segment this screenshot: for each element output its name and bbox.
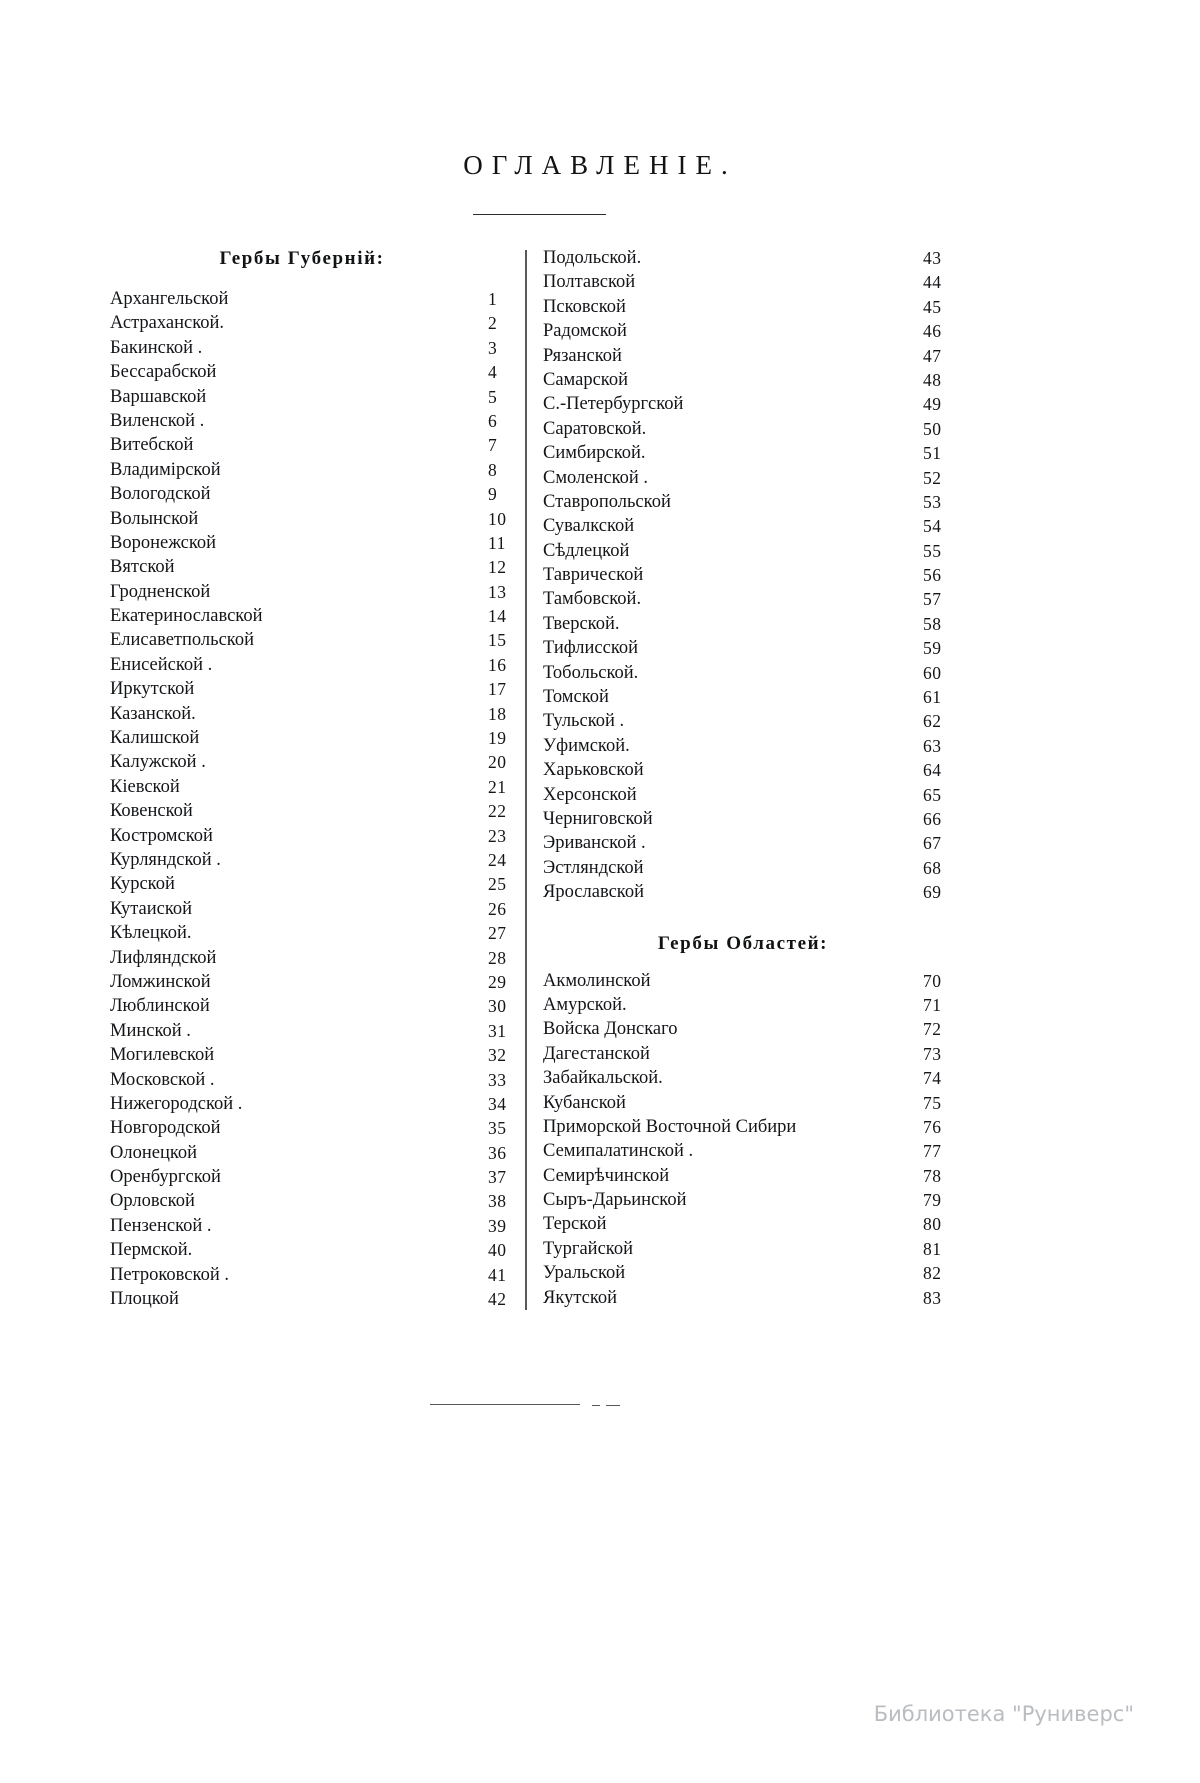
toc-entry-page-number: 44 <box>923 272 942 293</box>
toc-entry[interactable] <box>543 711 968 735</box>
toc-entry-label: Томской <box>543 687 609 708</box>
toc-entry-label: Тверской. <box>543 613 620 634</box>
toc-entry[interactable] <box>543 370 968 394</box>
toc-entry-page-number: 70 <box>923 970 942 991</box>
toc-entry-label: Тамбовской. <box>543 589 642 610</box>
toc-entry-page-number: 29 <box>488 971 507 992</box>
toc-entry-label: Кѣлецкой. <box>110 923 192 944</box>
toc-entry[interactable] <box>110 704 510 728</box>
toc-entry-page-number: 58 <box>923 613 942 634</box>
toc-entry-page-number: 59 <box>923 638 942 659</box>
toc-entry-label: Радомской <box>543 321 627 342</box>
toc-entry-label: Тульской . <box>543 711 625 732</box>
toc-entry-page-number: 67 <box>923 833 942 854</box>
toc-entry[interactable] <box>543 1141 968 1165</box>
toc-entry-page-number: 69 <box>923 882 942 903</box>
library-watermark: Библиотека "Руниверс" <box>873 1702 1134 1726</box>
toc-entry[interactable] <box>110 435 510 459</box>
toc-entry-label: Херсонской <box>543 784 637 805</box>
toc-entry-page-number: 32 <box>488 1045 507 1066</box>
toc-entry-page-number: 4 <box>488 362 498 383</box>
toc-entry[interactable] <box>543 346 968 370</box>
toc-entry-label: Казанской. <box>110 703 196 724</box>
toc-entry[interactable] <box>110 826 510 850</box>
toc-entry[interactable] <box>110 1143 510 1167</box>
toc-entry[interactable] <box>110 606 510 630</box>
toc-entry[interactable] <box>543 1190 968 1214</box>
toc-entry[interactable] <box>110 1167 510 1191</box>
toc-entry[interactable] <box>543 443 968 467</box>
toc-entry[interactable] <box>110 533 510 557</box>
toc-entry-label: Сѣдлецкой <box>543 540 630 561</box>
toc-entry[interactable] <box>543 1068 968 1092</box>
toc-entry-page-number: 50 <box>923 418 942 439</box>
title-divider <box>473 214 606 215</box>
toc-entry-label: Енисейской . <box>110 654 213 675</box>
toc-entry-page-number: 23 <box>488 825 507 846</box>
toc-entry[interactable] <box>110 1021 510 1045</box>
toc-entry-page-number: 51 <box>923 443 942 464</box>
toc-entry-page-number: 15 <box>488 630 507 651</box>
toc-entry-label: Кіевской <box>110 776 180 797</box>
toc-entry[interactable] <box>110 655 510 679</box>
toc-entry[interactable] <box>543 468 968 492</box>
toc-entry-label: Нижегородской . <box>110 1093 243 1114</box>
toc-entry[interactable] <box>110 460 510 484</box>
section-heading-oblasti: Гербы Областей: <box>657 932 829 954</box>
toc-entry-page-number: 45 <box>923 296 942 317</box>
toc-entry-label: Тургайской <box>543 1238 633 1259</box>
toc-entry-page-number: 53 <box>923 491 942 512</box>
section-heading-gubernii: Гербы Губерній: <box>219 248 385 269</box>
toc-entry[interactable] <box>543 1263 968 1287</box>
toc-entry-label: Варшавской <box>110 386 207 407</box>
toc-entry[interactable] <box>110 874 510 898</box>
toc-entry[interactable] <box>110 1070 510 1094</box>
toc-entry-label: Эстляндской <box>543 857 644 878</box>
toc-entry-page-number: 16 <box>488 654 507 675</box>
toc-entry[interactable] <box>543 419 968 443</box>
toc-entry-page-number: 41 <box>488 1264 507 1285</box>
toc-entry-label: Пензенской . <box>110 1215 212 1236</box>
toc-entry[interactable] <box>110 1240 510 1264</box>
toc-entry-page-number: 68 <box>923 857 942 878</box>
page-title: ОГЛАВЛЕНІЕ. <box>463 150 737 180</box>
toc-entry-page-number: 34 <box>488 1093 507 1114</box>
toc-entry-label: Минской . <box>110 1020 191 1041</box>
toc-entry-page-number: 38 <box>488 1191 507 1212</box>
toc-entry-label: Ставропольской <box>543 491 671 512</box>
toc-entry-page-number: 17 <box>488 679 507 700</box>
toc-entry-label: Забайкальской. <box>543 1068 663 1089</box>
toc-entry-page-number: 6 <box>488 410 498 431</box>
toc-entry[interactable] <box>543 589 968 613</box>
toc-entry-label: С.-Петербургской <box>543 394 684 415</box>
toc-entry-page-number: 48 <box>923 369 942 390</box>
toc-entry-page-number: 26 <box>488 898 507 919</box>
toc-entry-label: Подольской. <box>543 248 642 268</box>
toc-list-left <box>110 289 510 1313</box>
toc-entry-label: Московской . <box>110 1069 215 1090</box>
toc-entry-page-number: 2 <box>488 313 498 334</box>
toc-entry-page-number: 3 <box>488 337 498 358</box>
toc-entry[interactable] <box>543 1288 968 1312</box>
toc-entry-page-number: 76 <box>923 1116 942 1137</box>
toc-entry-page-number: 27 <box>488 923 507 944</box>
toc-entry-label: Сыръ-Дарьинской <box>543 1190 687 1211</box>
toc-entry[interactable] <box>543 1214 968 1238</box>
toc-entry-page-number: 11 <box>488 532 506 553</box>
toc-entry-label: Ломжинской <box>110 971 211 992</box>
toc-entry-page-number: 24 <box>488 849 507 870</box>
toc-entry-label: Бессарабской <box>110 362 217 383</box>
toc-entry-page-number: 39 <box>488 1215 507 1236</box>
toc-entry-page-number: 83 <box>923 1287 942 1308</box>
toc-entry-label: Таврической <box>543 565 644 586</box>
toc-entry[interactable] <box>110 923 510 947</box>
toc-entry-page-number: 33 <box>488 1069 507 1090</box>
bottom-divider-dash-3 <box>606 1405 620 1406</box>
toc-entry-label: Приморской Восточной Сибири <box>543 1116 797 1137</box>
toc-entry[interactable] <box>110 899 510 923</box>
toc-entry-label: Саратовской. <box>543 418 647 439</box>
toc-entry-page-number: 62 <box>923 711 942 732</box>
toc-entry-label: Гродненской <box>110 581 211 602</box>
toc-entry-page-number: 40 <box>488 1240 507 1261</box>
toc-entry[interactable] <box>543 760 968 784</box>
toc-entry[interactable] <box>110 289 510 313</box>
toc-entry-label: Терской <box>543 1214 607 1235</box>
toc-entry[interactable] <box>110 850 510 874</box>
toc-entry-page-number: 22 <box>488 801 507 822</box>
toc-entry-label: Ярославской <box>543 882 644 903</box>
toc-entry[interactable] <box>110 630 510 654</box>
toc-entry[interactable] <box>543 565 968 589</box>
toc-entry-page-number: 43 <box>923 248 942 268</box>
toc-entry-page-number: 81 <box>923 1238 942 1259</box>
toc-entry[interactable] <box>543 516 968 540</box>
toc-entry[interactable] <box>110 948 510 972</box>
toc-entry-label: Семирѣчинской <box>543 1165 670 1186</box>
toc-entry[interactable] <box>543 882 968 906</box>
toc-entry-label: Эриванской . <box>543 833 646 854</box>
toc-entry-label: Могилевской <box>110 1045 215 1066</box>
toc-entry[interactable] <box>543 971 968 995</box>
toc-entry-page-number: 49 <box>923 394 942 415</box>
toc-entry-label: Акмолинской <box>543 970 651 991</box>
toc-entry-page-number: 52 <box>923 467 942 488</box>
toc-entry-page-number: 28 <box>488 947 507 968</box>
toc-entry[interactable] <box>543 638 968 662</box>
toc-entry-page-number: 65 <box>923 784 942 805</box>
toc-entry-label: Плоцкой <box>110 1289 179 1310</box>
toc-entry-label: Олонецкой <box>110 1142 198 1163</box>
toc-entry-page-number: 35 <box>488 1118 507 1139</box>
toc-entry-label: Харьковской <box>543 760 644 781</box>
toc-entry[interactable] <box>110 313 510 337</box>
toc-entry[interactable] <box>543 809 968 833</box>
toc-entry-label: Черниговской <box>543 808 653 829</box>
toc-entry-label: Архангельской <box>110 289 229 309</box>
toc-entry[interactable] <box>110 1094 510 1118</box>
toc-entry[interactable] <box>110 752 510 776</box>
toc-entry-page-number: 7 <box>488 435 498 456</box>
toc-entry-label: Оренбургской <box>110 1167 221 1188</box>
toc-entry-label: Воронежской <box>110 532 217 553</box>
toc-entry-label: Уральской <box>543 1263 626 1284</box>
toc-entry-label: Кутаиской <box>110 898 193 919</box>
toc-entry[interactable] <box>110 484 510 508</box>
toc-entry-label: Вологодской <box>110 484 211 505</box>
toc-entry-label: Смоленской . <box>543 467 649 488</box>
toc-entry-page-number: 31 <box>488 1020 507 1041</box>
toc-entry-page-number: 75 <box>923 1092 942 1113</box>
toc-entry-label: Орловской <box>110 1191 195 1212</box>
toc-entry-label: Иркутской <box>110 679 195 700</box>
toc-entry-page-number: 72 <box>923 1019 942 1040</box>
toc-entry-label: Вятской <box>110 557 175 578</box>
toc-entry-page-number: 5 <box>488 386 498 407</box>
toc-entry-label: Волынской <box>110 508 199 529</box>
toc-entry-page-number: 47 <box>923 345 942 366</box>
toc-entry-page-number: 54 <box>923 516 942 537</box>
toc-entry[interactable] <box>543 736 968 760</box>
toc-entry[interactable] <box>110 1191 510 1215</box>
toc-entry-page-number: 1 <box>488 289 498 309</box>
toc-entry[interactable] <box>110 387 510 411</box>
toc-entry-label: Амурской. <box>543 994 627 1015</box>
column-divider <box>525 250 527 1310</box>
toc-entry[interactable] <box>110 972 510 996</box>
toc-entry-page-number: 37 <box>488 1167 507 1188</box>
toc-entry[interactable] <box>543 492 968 516</box>
toc-entry[interactable] <box>110 1045 510 1069</box>
toc-entry-page-number: 12 <box>488 557 507 578</box>
bottom-divider <box>430 1404 580 1405</box>
toc-entry[interactable] <box>543 1117 968 1141</box>
toc-entry-page-number: 79 <box>923 1190 942 1211</box>
toc-entry-label: Владимірской <box>110 459 221 480</box>
toc-entry-label: Калужской . <box>110 752 206 773</box>
toc-entry-page-number: 73 <box>923 1043 942 1064</box>
toc-entry[interactable] <box>543 1093 968 1117</box>
toc-entry-label: Семипалатинской . <box>543 1141 694 1162</box>
toc-entry-page-number: 56 <box>923 565 942 586</box>
toc-entry-label: Новгородской <box>110 1118 221 1139</box>
toc-entry[interactable] <box>543 541 968 565</box>
toc-entry-page-number: 66 <box>923 808 942 829</box>
toc-entry[interactable] <box>543 858 968 882</box>
toc-entry[interactable] <box>110 1216 510 1240</box>
toc-entry-label: Тобольской. <box>543 662 639 683</box>
toc-entry-page-number: 55 <box>923 540 942 561</box>
toc-entry-label: Лифляндской <box>110 947 217 968</box>
toc-entry-page-number: 74 <box>923 1068 942 1089</box>
toc-entry-page-number: 57 <box>923 589 942 610</box>
toc-entry[interactable] <box>110 996 510 1020</box>
toc-entry-label: Дагестанской <box>543 1043 650 1064</box>
toc-entry-page-number: 18 <box>488 703 507 724</box>
toc-entry[interactable] <box>543 1239 968 1263</box>
toc-entry-page-number: 14 <box>488 606 507 627</box>
toc-entry-label: Костромской <box>110 825 213 846</box>
toc-entry-label: Рязанской <box>543 345 622 366</box>
toc-entry-label: Петроковской . <box>110 1264 229 1285</box>
toc-entry-page-number: 42 <box>488 1289 507 1310</box>
toc-entry[interactable] <box>543 995 968 1019</box>
toc-entry[interactable] <box>543 833 968 857</box>
toc-entry[interactable] <box>543 394 968 418</box>
toc-entry[interactable] <box>543 272 968 296</box>
toc-entry-label: Бакинской . <box>110 337 203 358</box>
toc-entry[interactable] <box>110 1118 510 1142</box>
toc-entry-page-number: 64 <box>923 760 942 781</box>
toc-entry-page-number: 63 <box>923 735 942 756</box>
toc-entry-page-number: 46 <box>923 321 942 342</box>
toc-entry[interactable] <box>543 1019 968 1043</box>
toc-entry-label: Якутской <box>543 1287 618 1308</box>
toc-entry-page-number: 77 <box>923 1141 942 1162</box>
toc-entry-label: Уфимской. <box>543 735 630 756</box>
toc-entry-page-number: 25 <box>488 874 507 895</box>
toc-entry[interactable] <box>543 785 968 809</box>
toc-entry[interactable] <box>110 509 510 533</box>
toc-entry-label: Полтавской <box>543 272 636 293</box>
toc-entry[interactable] <box>110 362 510 386</box>
toc-entry-page-number: 78 <box>923 1165 942 1186</box>
toc-entry-label: Войска Донскаго <box>543 1019 678 1040</box>
toc-entry-page-number: 80 <box>923 1214 942 1235</box>
toc-entry-label: Ковенской <box>110 801 193 822</box>
left-column <box>110 248 510 1313</box>
toc-entry-label: Кубанской <box>543 1092 626 1113</box>
toc-entry-label: Самарской <box>543 369 629 390</box>
toc-entry-label: Виленской . <box>110 410 205 431</box>
toc-entry-page-number: 13 <box>488 581 507 602</box>
toc-entry[interactable] <box>543 1044 968 1068</box>
toc-entry-label: Елисаветпольской <box>110 630 254 651</box>
toc-entry[interactable] <box>543 321 968 345</box>
toc-entry-page-number: 19 <box>488 728 507 749</box>
toc-entry[interactable] <box>543 248 968 272</box>
toc-entry-page-number: 71 <box>923 994 942 1015</box>
toc-entry[interactable] <box>110 801 510 825</box>
toc-entry[interactable] <box>110 777 510 801</box>
toc-entry[interactable] <box>110 582 510 606</box>
toc-entry-page-number: 9 <box>488 484 498 505</box>
right-column <box>543 248 968 1312</box>
toc-entry[interactable] <box>110 1265 510 1289</box>
toc-entry-label: Курской <box>110 874 175 895</box>
toc-entry[interactable] <box>543 614 968 638</box>
toc-entry-label: Астраханской. <box>110 313 225 334</box>
toc-entry[interactable] <box>543 687 968 711</box>
toc-entry[interactable] <box>110 557 510 581</box>
toc-entry[interactable] <box>110 1289 510 1313</box>
toc-entry[interactable] <box>543 297 968 321</box>
toc-entry[interactable] <box>110 411 510 435</box>
toc-entry[interactable] <box>110 679 510 703</box>
toc-entry-page-number: 8 <box>488 459 498 480</box>
toc-entry[interactable] <box>543 663 968 687</box>
toc-entry-label: Псковской <box>543 296 626 317</box>
toc-entry-label: Сувалкской <box>543 516 635 537</box>
toc-entry-label: Тифлисской <box>543 638 639 659</box>
toc-entry-page-number: 61 <box>923 687 942 708</box>
toc-entry-page-number: 60 <box>923 662 942 683</box>
toc-entry[interactable] <box>110 338 510 362</box>
toc-entry-label: Витебской <box>110 435 194 456</box>
toc-entry[interactable] <box>110 728 510 752</box>
toc-entry-page-number: 10 <box>488 508 507 529</box>
toc-entry-page-number: 21 <box>488 776 507 797</box>
toc-entry-page-number: 30 <box>488 996 507 1017</box>
toc-entry-page-number: 36 <box>488 1142 507 1163</box>
toc-entry-label: Пермской. <box>110 1240 193 1261</box>
toc-entry-label: Люблинской <box>110 996 210 1017</box>
toc-entry-page-number: 20 <box>488 752 507 773</box>
toc-entry-page-number: 82 <box>923 1263 942 1284</box>
toc-entry-label: Калишской <box>110 728 200 749</box>
toc-entry-label: Симбирской. <box>543 443 646 464</box>
toc-list-right-gubernii <box>543 248 968 907</box>
toc-entry[interactable] <box>543 1166 968 1190</box>
toc-entry-label: Екатеринославской <box>110 606 263 627</box>
bottom-divider-dash-2 <box>592 1405 600 1406</box>
toc-list-right-oblasti <box>543 971 968 1312</box>
toc-entry-label: Курляндской . <box>110 849 221 870</box>
